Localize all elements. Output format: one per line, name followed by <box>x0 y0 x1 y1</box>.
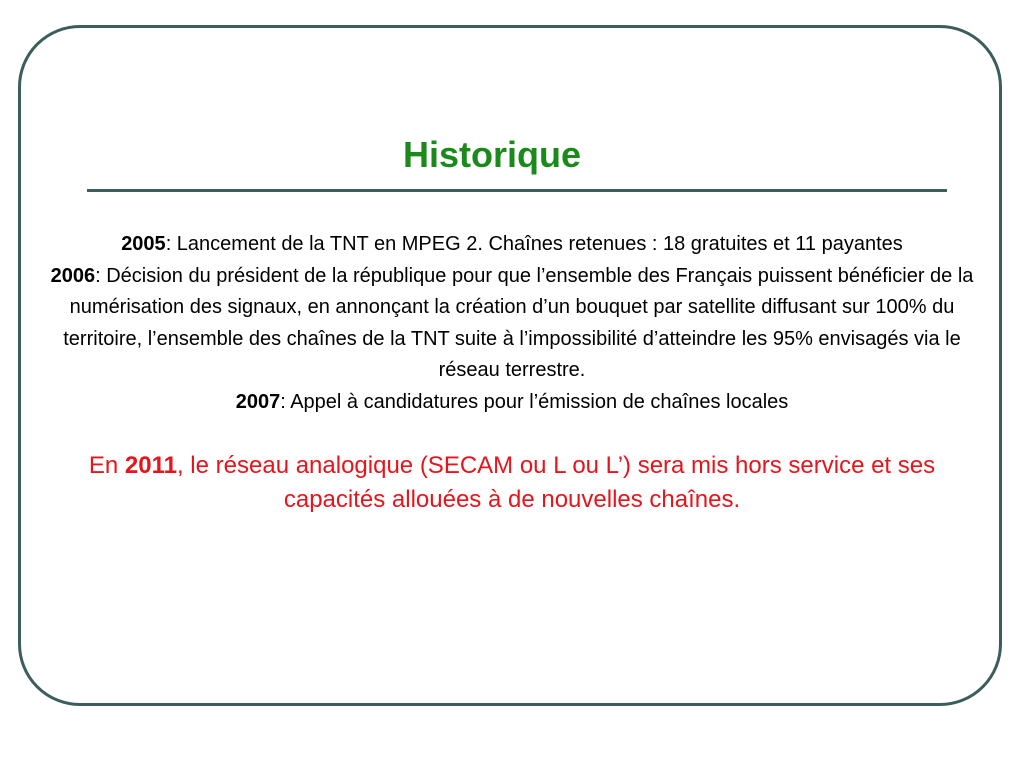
highlight-year: 2011 <box>124 452 177 479</box>
entry-2005 <box>40 229 984 261</box>
entry-text: : Appel à candidatures pour l’émission de chaînes locales <box>280 390 789 413</box>
highlight-text: , le réseau analogique (SECAM ou L ou L’) sera mis hors service et ses capacités allouées à de nouvelles chaînes. <box>176 452 936 513</box>
entry-year: 2005 <box>121 233 166 255</box>
spacer <box>40 418 984 449</box>
entry-year: 2007 <box>235 390 281 413</box>
entry-year: 2006 <box>50 264 96 287</box>
slide-body <box>40 229 984 517</box>
slide-title: Historique <box>402 134 581 175</box>
entry-text: : Décision du président de la république pour que l’ensemble des Français puissent bénéficier de la numérisation des signaux, en annonçant la création d’un bouquet par satellite diffusant sur 100% du territoire, l’ensemble des chaînes de la TNT suite à l’impossibilité d’atteindre les 95% envisagés via le réseau terrestre. <box>63 264 974 381</box>
entry-2007 <box>40 387 984 419</box>
entry-2006 <box>40 261 984 387</box>
highlight-statement <box>40 449 984 517</box>
highlight-prefix: En <box>88 452 125 479</box>
title-underline <box>87 189 947 192</box>
entry-text: : Lancement de la TNT en MPEG 2. Chaînes retenues : 18 gratuites et 11 payantes <box>165 233 903 255</box>
